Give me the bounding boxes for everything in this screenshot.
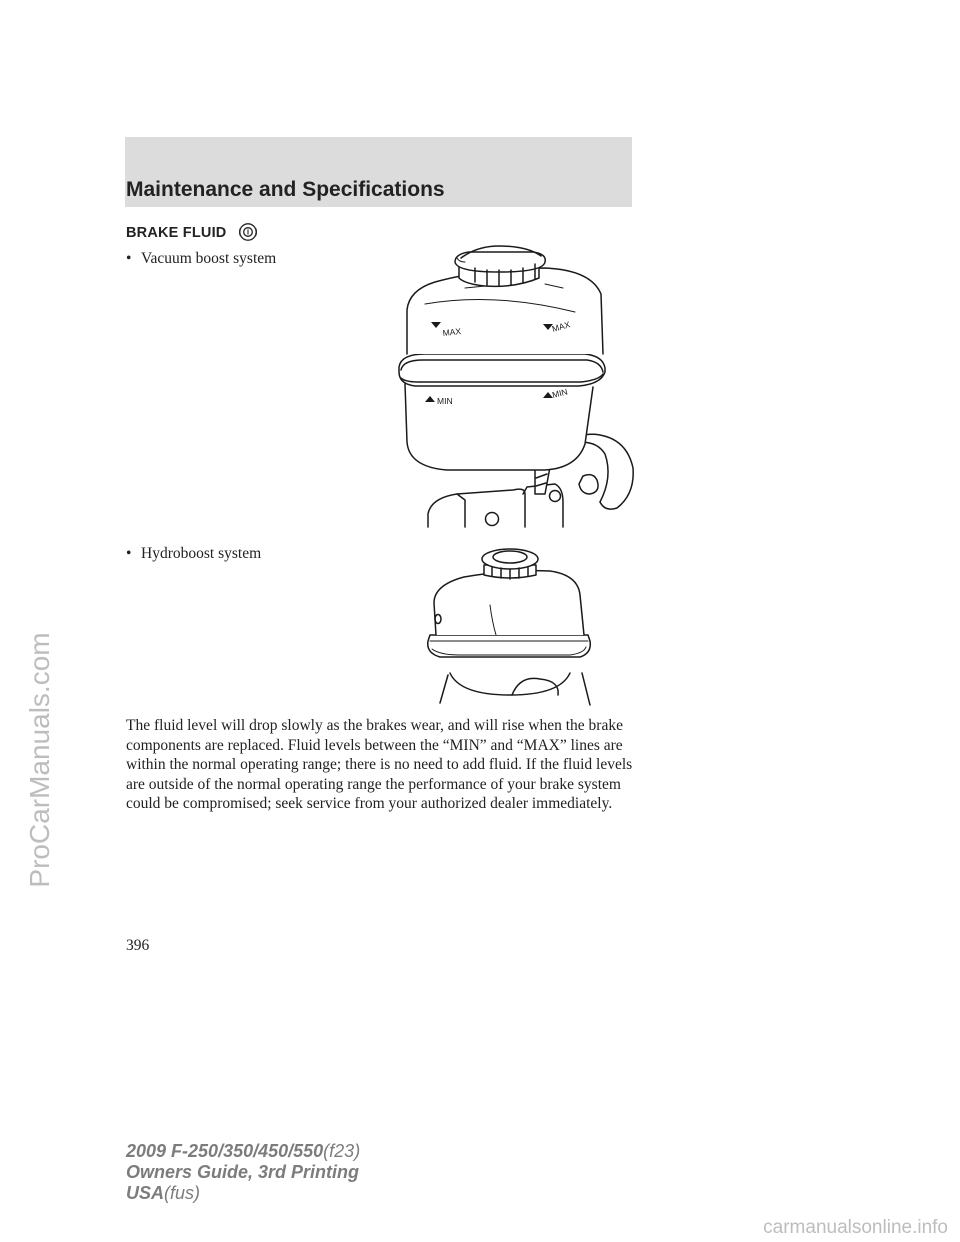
- footer-region: USA: [126, 1183, 165, 1203]
- max-label-left: MAX: [442, 326, 462, 338]
- footer-region-code: (fus): [164, 1183, 201, 1203]
- side-watermark: [4, 632, 55, 888]
- bottom-watermark: carmanualsonline.info: [763, 1217, 948, 1238]
- min-label-right: MIN: [551, 386, 569, 400]
- brake-fluid-heading: BRAKE FLUID: [126, 225, 227, 241]
- bullet-vacuum-boost: [126, 250, 276, 268]
- hydroboost-reservoir-illustration: [420, 545, 600, 710]
- bullet-text: Vacuum boost system: [141, 250, 277, 267]
- brake-fluid-icon: [238, 222, 258, 242]
- min-label-left: MIN: [437, 396, 453, 406]
- side-watermark-text: ProCarManuals.com: [24, 632, 55, 888]
- footer-model: 2009 F-250/350/450/550: [126, 1141, 324, 1161]
- brake-fluid-description: The fluid level will drop slowly as the brakes wear, and will rise when the brake components are replaced. Fluid levels between the “MIN” and “MAX” lines are within the normal operating range; there is no need to add fluid. If the fluid levels are outside of the normal operating range the performance of your brake system could be compromised; seek service from your authorized dealer immediately.: [126, 717, 633, 813]
- max-label-right: MAX: [550, 319, 572, 334]
- vacuum-boost-reservoir-illustration: [395, 232, 635, 530]
- footer-line-2: Owners Guide, 3rd Printing: [126, 1162, 360, 1182]
- bullet-hydroboost: [126, 545, 261, 563]
- bullet-mark: •: [126, 545, 132, 562]
- bullet-mark: •: [126, 250, 132, 267]
- section-title: Maintenance and Specifications: [126, 178, 445, 201]
- document-footer: [126, 1141, 360, 1204]
- bullet-text: Hydroboost system: [141, 545, 262, 562]
- footer-line-3: [126, 1183, 360, 1204]
- page-number: 396: [126, 937, 150, 954]
- footer-code: (f23): [323, 1141, 361, 1161]
- footer-line-1: [126, 1141, 360, 1162]
